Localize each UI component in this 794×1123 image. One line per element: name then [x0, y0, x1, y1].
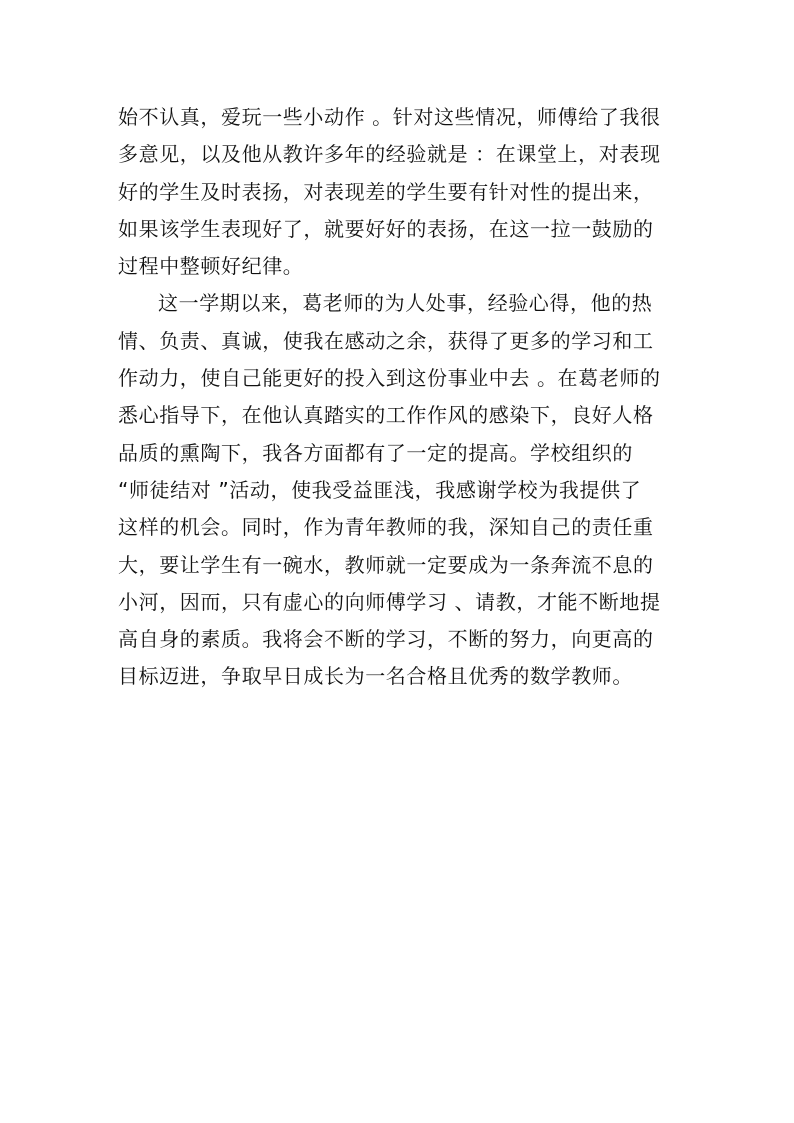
text-line: 这一学期以来，葛老师的为人处事，经验心得，他的热 [158, 291, 653, 316]
text-line: 好的学生及时表扬，对表现差的学生要有针对性的提出来， [118, 179, 654, 204]
text-line: 小河，因而，只有虚心的向师傅学习 、请教，才能不断地提 [118, 589, 661, 614]
text-line: 目标迈进，争取早日成长为一名合格且优秀的数学教师。 [118, 664, 633, 689]
text-line: 始不认真，爱玩一些小动作 。针对这些情况，师傅给了我很 [118, 105, 661, 129]
text-line: “师徒结对 ”活动，使我受益匪浅，我感谢学校为我提供了 [118, 477, 642, 502]
text-line: 悉心指导下，在他认真踏实的工作作风的感染下，良好人格 [118, 403, 654, 428]
text-line: 过程中整顿好纪律。 [118, 254, 304, 279]
body-text [118, 99, 688, 696]
text-line: 情、负责、真诚，使我在感动之余，获得了更多的学习和工 [118, 328, 654, 353]
text-line: 这样的机会。同时，作为青年教师的我，深知自己的责任重 [118, 515, 654, 540]
text-line: 大，要让学生有一碗水，教师就一定要成为一条奔流不息的 [118, 552, 654, 577]
paragraph-2 [118, 285, 688, 695]
text-line: 品质的熏陶下，我各方面都有了一定的提高。学校组织的 [118, 440, 633, 465]
text-line: 作动力，使自己能更好的投入到这份事业中去 。在葛老师的 [118, 366, 661, 391]
paragraph-1 [118, 99, 688, 285]
text-line: 高自身的素质。我将会不断的学习，不断的努力，向更高的 [118, 627, 654, 652]
text-line: 如果该学生表现好了，就要好好的表扬，在这一拉一鼓励的 [118, 216, 654, 241]
text-line: 多意见，以及他从教许多年的经验就是 ：在课堂上，对表现 [118, 142, 661, 167]
